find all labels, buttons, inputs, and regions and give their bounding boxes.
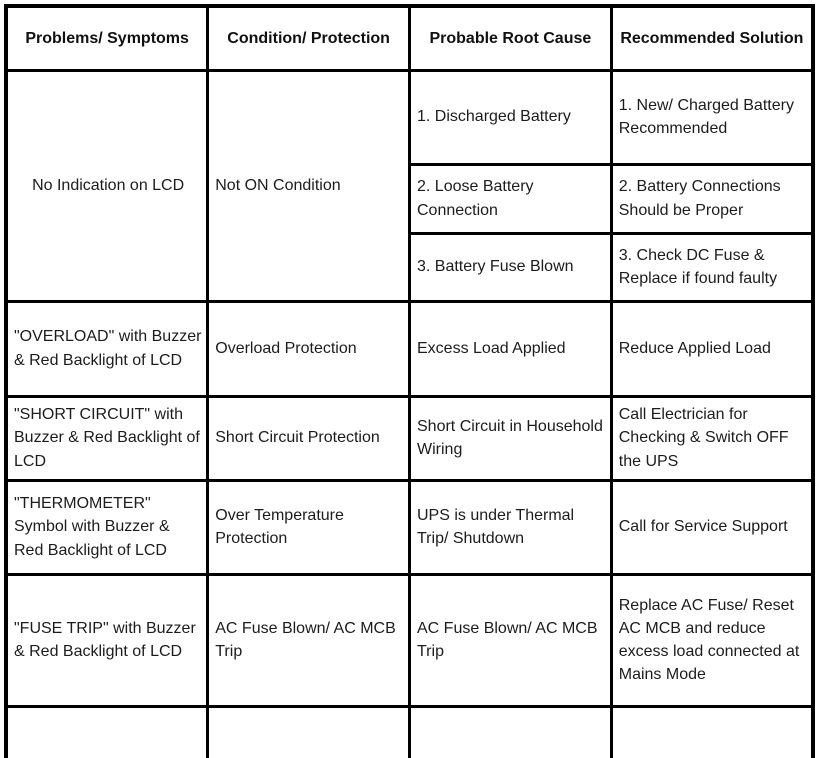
cell-problem-no-indication: No Indication on LCD [6,70,208,301]
cell-empty [6,706,208,758]
cell-condition-overload-protection: Overload Protection [208,301,410,396]
cell-cause-thermal-trip: UPS is under Thermal Trip/ Shutdown [410,480,612,574]
cell-cause-loose-connection: 2. Loose Battery Connection [410,164,612,233]
cell-empty [410,706,612,758]
header-condition-protection: Condition/ Protection [208,6,410,70]
cell-cause-battery-fuse-blown: 3. Battery Fuse Blown [410,233,612,301]
table-row [6,574,813,706]
cell-solution-reduce-load: Reduce Applied Load [611,301,813,396]
cell-solution-check-dc-fuse: 3. Check DC Fuse & Replace if found faulty [611,233,813,301]
cell-solution-new-battery: 1. New/ Charged Battery Recommended [611,70,813,164]
cell-condition-short-circuit-protection: Short Circuit Protection [208,396,410,480]
cell-problem-thermometer: "THERMOMETER" Symbol with Buzzer & Red Backlight of LCD [6,480,208,574]
table-row [6,70,813,164]
header-probable-root-cause: Probable Root Cause [410,6,612,70]
cell-cause-ac-fuse-blown: AC Fuse Blown/ AC MCB Trip [410,574,612,706]
cell-solution-call-electrician: Call Electrician for Checking & Switch OFF the UPS [611,396,813,480]
table-row-partial [6,706,813,758]
cell-problem-short-circuit: "SHORT CIRCUIT" with Buzzer & Red Backlight of LCD [6,396,208,480]
cell-condition-ac-fuse-blown: AC Fuse Blown/ AC MCB Trip [208,574,410,706]
header-recommended-solution: Recommended Solution [611,6,813,70]
cell-solution-replace-ac-fuse: Replace AC Fuse/ Reset AC MCB and reduce excess load connected at Mains Mode [611,574,813,706]
cell-cause-excess-load: Excess Load Applied [410,301,612,396]
table-row [6,301,813,396]
cell-solution-connections-proper: 2. Battery Connections Should be Proper [611,164,813,233]
cell-problem-overload: "OVERLOAD" with Buzzer & Red Backlight of LCD [6,301,208,396]
cell-condition-over-temperature: Over Temperature Protection [208,480,410,574]
table-header-row [6,6,813,70]
cell-cause-discharged-battery: 1. Discharged Battery [410,70,612,164]
cell-cause-household-wiring: Short Circuit in Household Wiring [410,396,612,480]
troubleshooting-table [4,4,815,758]
cell-empty [208,706,410,758]
cell-problem-fuse-trip: "FUSE TRIP" with Buzzer & Red Backlight of LCD [6,574,208,706]
header-problems-symptoms: Problems/ Symptoms [6,6,208,70]
cell-solution-call-service: Call for Service Support [611,480,813,574]
cell-empty [611,706,813,758]
table-row [6,480,813,574]
cell-condition-not-on: Not ON Condition [208,70,410,301]
table-row [6,396,813,480]
